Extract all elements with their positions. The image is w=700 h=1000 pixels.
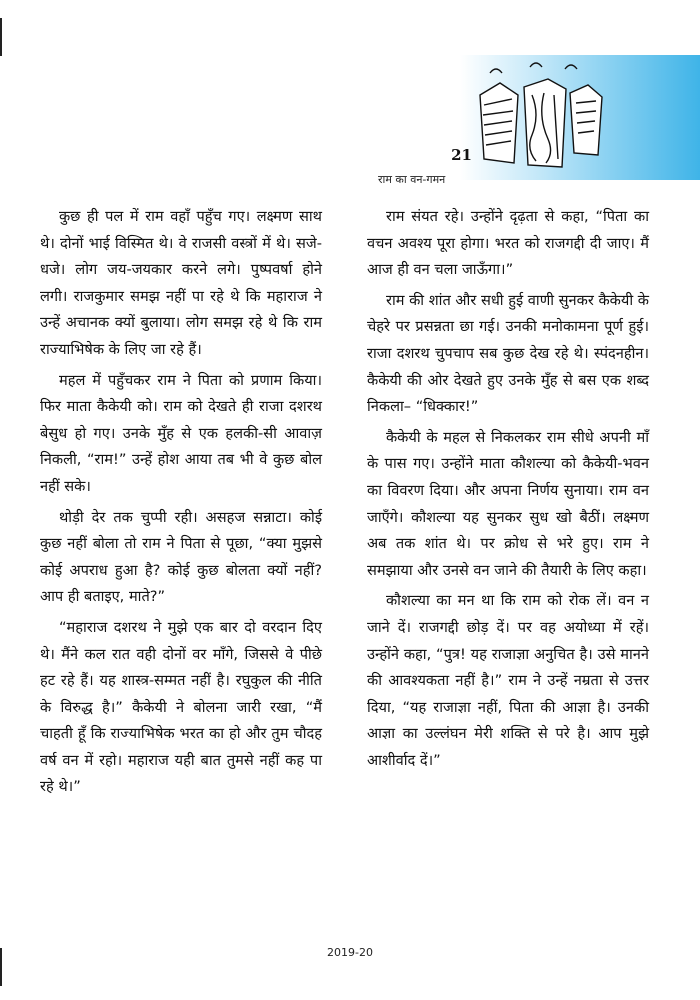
left-column [40, 204, 322, 805]
running-head: राम का वन-गमन [378, 173, 446, 186]
paragraph: राम की शांत और सधी हुई वाणी सुनकर कैकेयी के चेहरे पर प्रसन्नता छा गई। उनकी मनोकामना पूर्ण हुई। राजा दशरथ चुपचाप सब कुछ देख रहे थे। स्पंदनहीन। कैकेयी की ओर देखते हुए उनके मुँह से बस एक शब्द निकला– “धिक्कार!” [367, 291, 649, 416]
paragraph: कैकेयी के महल से निकलकर राम सीधे अपनी माँ के पास गए। उन्होंने माता कौशल्या को कैकेयी-भवन का विवरण दिया। और अपना निर्णय सुनाया। राम वन जाएँगे। कौशल्या यह सुनकर सुध खो बैठीं। लक्ष्मण अब तक शांत थे। पर क्रोध से भरे हुए। राम ने समझाया और उनसे वन जाने की तैयारी के लिए कहा। [367, 428, 649, 579]
footer-year: 2019-20 [327, 946, 373, 959]
page-number: 21 [451, 146, 472, 164]
paragraph: राम संयत रहे। उन्होंने दृढ़ता से कहा, “पिता का वचन अवश्य पूरा होगा। भरत को राजगद्दी दी जाए। मैं आज ही वन चला जाऊँगा।” [367, 208, 649, 279]
paragraph: कुछ ही पल में राम वहाँ पहुँच गए। लक्ष्मण साथ थे। दोनों भाई विस्मित थे। वे राजसी वस्त्रों में थे। सजे-धजे। लोग जय-जयकार करने लगे। पुष्पवर्षा होने लगी। राजकुमार समझ नहीं पा रहे थे कि महाराज ने उन्हें अचानक क्यों बुलाया। लोग समझ रहे थे कि राम राज्याभिषेक के लिए जा रहे हैं। [40, 208, 322, 358]
right-column [367, 204, 649, 778]
paragraph: “महाराज दशरथ ने मुझे एक बार दो वरदान दिए थे। मैंने कल रात वही दोनों वर माँगे, जिससे वे पीछे हट रहे हैं। यह शास्त्र-सम्मत नहीं है। रघुकुल की नीति के विरुद्ध है।” कैकेयी ने बोलना जारी रखा, “मैं चाहती हूँ कि राज्याभिषेक भरत का हो और तुम चौदह वर्ष वन में रहो। महाराज यही बात तुमसे नहीं कह पा रहे थे।” [40, 618, 322, 796]
paragraph: महल में पहुँचकर राम ने पिता को प्रणाम किया। फिर माता कैकेयी को। राम को देखते ही राजा दशरथ बेसुध हो गए। उनके मुँह से एक हलकी-सी आवाज़ निकली, “राम!” उन्हें होश आया तब भी वे कुछ बोल नहीं सके। [40, 371, 322, 495]
paragraph: थोड़ी देर तक चुप्पी रही। असहज सन्नाटा। कोई कुछ नहीं बोला तो राम ने पिता से पूछा, “क्या मुझसे कोई अपराध हुआ है? कोई कुछ बोलता क्यों नहीं? आप ही बताइए, माते?” [40, 508, 322, 606]
crop-mark-top [0, 18, 2, 56]
folk-art-illustration [470, 55, 605, 175]
paragraph: कौशल्या का मन था कि राम को रोक लें। वन न जाने दें। राजगद्दी छोड़ दें। पर वह अयोध्या में रहें। उन्होंने कहा, “पुत्र! यह राजाज्ञा अनुचित है। उसे मानने की आवश्यकता नहीं है।” राम ने उन्हें नम्रता से उत्तर दिया, “यह राजाज्ञा नहीं, पिता की आज्ञा है। उनकी आज्ञा का उल्लंघन मेरी शक्ति से परे है। आप मुझे आशीर्वाद दें।” [367, 592, 649, 769]
